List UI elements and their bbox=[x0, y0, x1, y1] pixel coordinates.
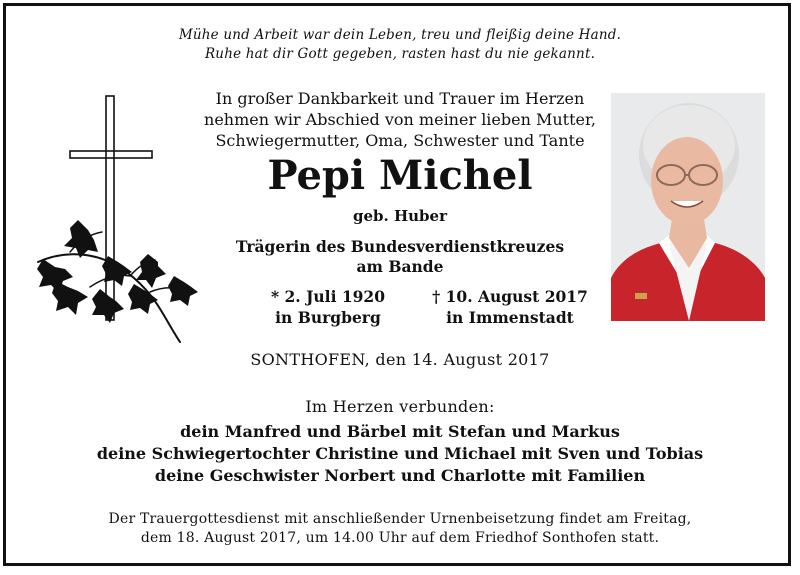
birth-place: in Burgberg bbox=[275, 308, 381, 327]
intro-line: Schwiegermutter, Oma, Schwester und Tante bbox=[215, 131, 585, 150]
portrait-image bbox=[611, 93, 765, 321]
service-notice bbox=[0, 510, 800, 548]
birth-name: geb. Huber bbox=[353, 207, 447, 225]
service-line: Der Trauergottesdienst mit anschließender Urnenbeisetzung findet am Freitag, bbox=[108, 511, 692, 527]
intro-line: nehmen wir Abschied von meiner lieben Mutter, bbox=[204, 110, 596, 129]
death-place: in Immenstadt bbox=[446, 308, 574, 327]
cross-icon bbox=[30, 92, 205, 347]
birth-info bbox=[243, 286, 413, 328]
motto-line-2: Ruhe hat dir Gott gegeben, rasten hast du nie gekannt. bbox=[204, 46, 596, 62]
place-and-date: SONTHOFEN, den 14. August 2017 bbox=[250, 350, 550, 369]
deceased-name: Pepi Michel bbox=[267, 152, 533, 199]
death-date: † 10. August 2017 bbox=[432, 287, 588, 306]
heart-line: Im Herzen verbunden: bbox=[305, 397, 495, 416]
family-list bbox=[0, 421, 800, 487]
family-line: dein Manfred und Bärbel mit Stefan und Markus bbox=[180, 422, 620, 441]
honor-text bbox=[190, 237, 610, 277]
family-line: deine Geschwister Norbert und Charlotte mit Familien bbox=[154, 466, 646, 485]
ivy-leaves-icon bbox=[37, 220, 198, 342]
intro-text bbox=[180, 88, 620, 151]
portrait-photo bbox=[611, 93, 765, 321]
intro-line: In großer Dankbarkeit und Trauer im Herzen bbox=[215, 89, 585, 108]
death-info bbox=[410, 286, 610, 328]
service-line: dem 18. August 2017, um 14.00 Uhr auf dem Friedhof Sonthofen statt. bbox=[140, 530, 660, 546]
birth-date: * 2. Juli 1920 bbox=[271, 287, 385, 306]
honor-line: am Bande bbox=[356, 257, 444, 276]
family-line: deine Schwiegertochter Christine und Michael mit Sven und Tobias bbox=[96, 444, 704, 463]
honor-line: Trägerin des Bundesverdienstkreuzes bbox=[235, 237, 565, 256]
motto-line-1: Mühe und Arbeit war dein Leben, treu und fleißig deine Hand. bbox=[178, 27, 622, 43]
